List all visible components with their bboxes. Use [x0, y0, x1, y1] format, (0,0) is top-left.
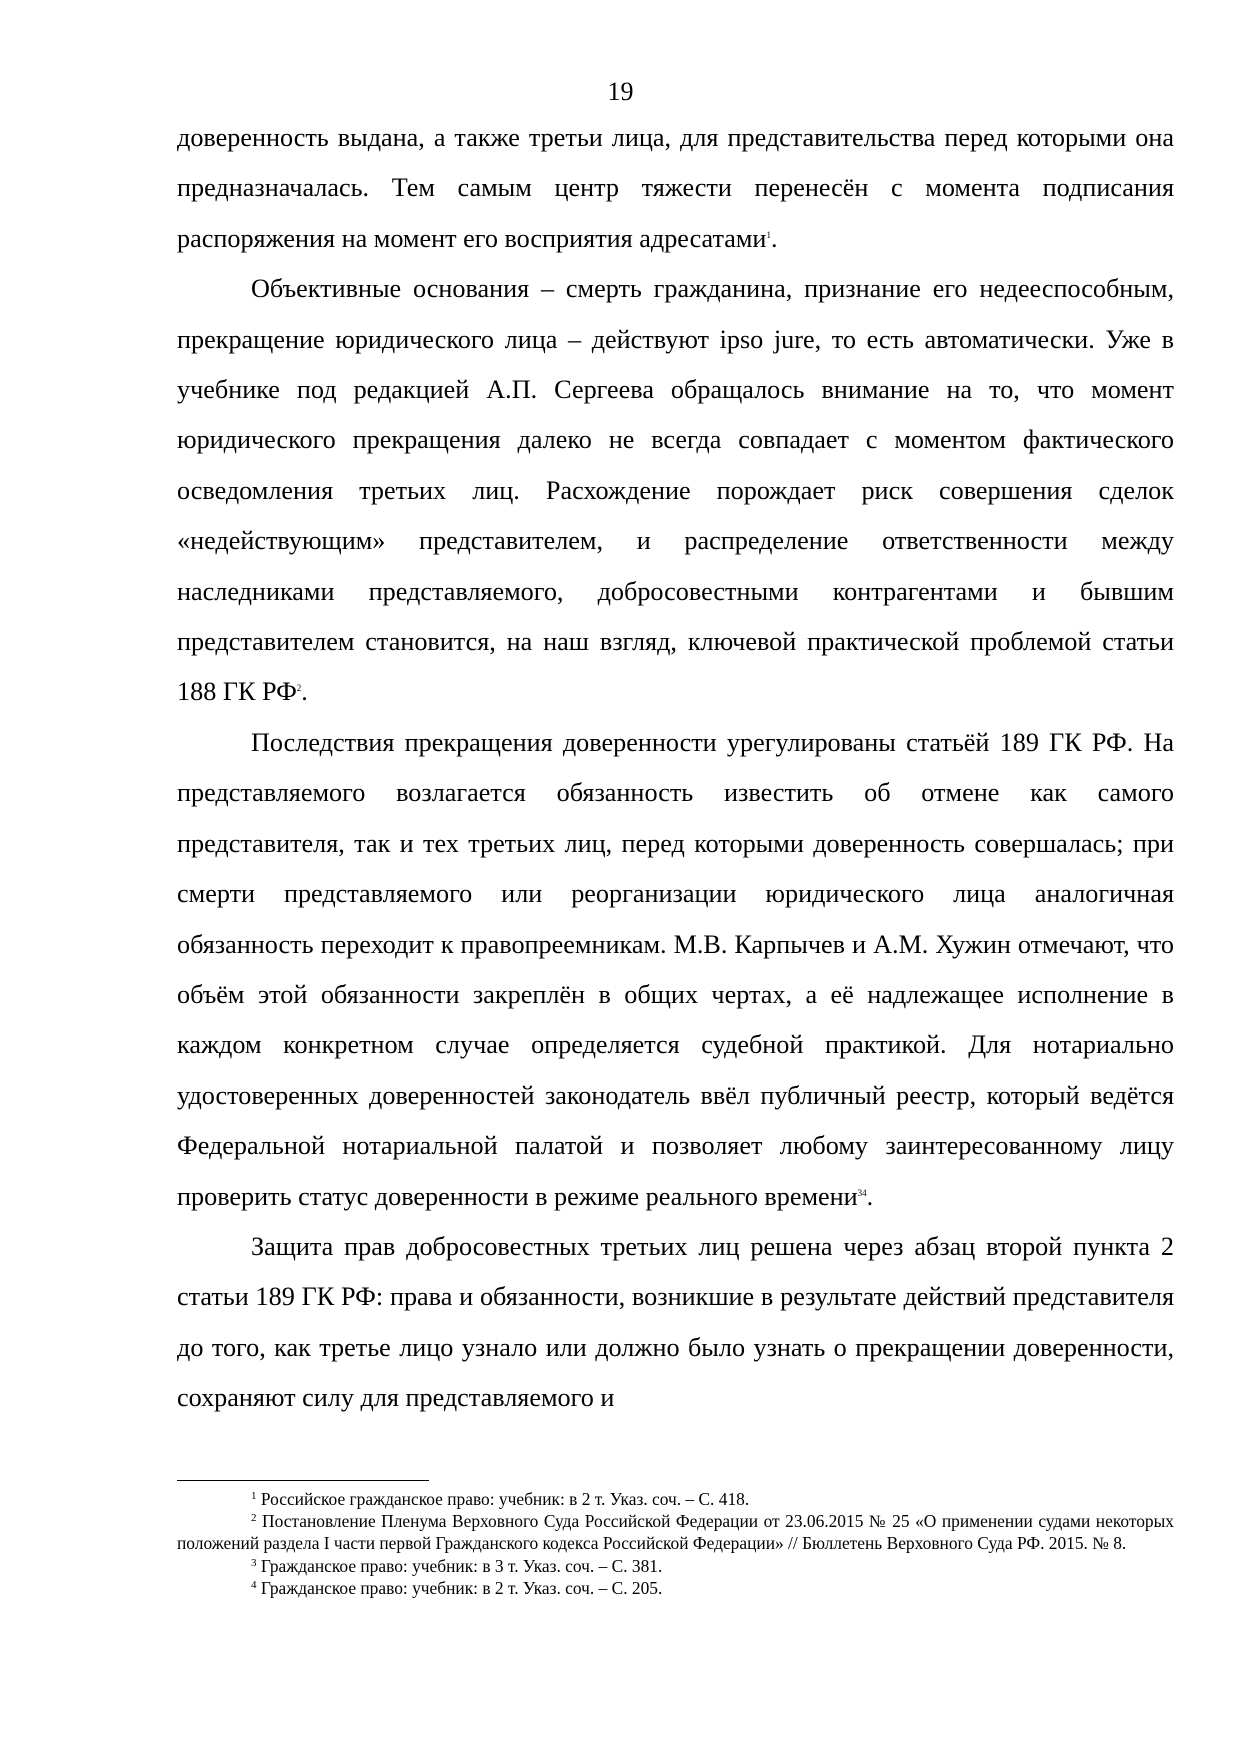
footnote-ref: 1: [766, 229, 771, 240]
paragraph-text: Объективные основания – смерть гражданина, признание его недееспособным, прекращение юридического лица – действуют ipso jure, то есть автоматически. Уже в учебнике под редакцией А.П. Сергеева обращалось внимание на то, что момент юридического прекращения далеко не всегда совпадает с моментом фактического осведомления третьих лиц. Расхождение порождает риск совершения сделок «недействующим» представителем, и распределение ответственности между наследниками представляемого, добросовестными контрагентами и бывшим представителем становится, на наш взгляд, ключевой практической проблемой статьи 188 ГК РФ: [177, 274, 1174, 707]
footnote-text: Постановление Пленума Верховного Суда Российской Федерации от 23.06.2015 № 25 «О применении судами некоторых положений раздела I части первой Гражданского кодекса Российской Федерации» // Бюллетень Верховного Суда РФ. 2015. № 8.: [177, 1511, 1174, 1554]
page-number: 19: [607, 77, 634, 106]
footnotes: [177, 1488, 1174, 1599]
footnote-separator: [177, 1480, 429, 1481]
footnote: [177, 1577, 1174, 1599]
paragraph-tail: .: [301, 677, 308, 707]
footnote-text: Гражданское право: учебник: в 3 т. Указ. соч. – С. 381.: [260, 1555, 663, 1576]
footnote: [177, 1510, 1174, 1554]
main-text: [177, 113, 1174, 1424]
footnote-ref: 2: [296, 683, 302, 694]
paragraph-text: Последствия прекращения доверенности урегулированы статьёй 189 ГК РФ. На представляемого возлагается обязанность известить об отмене как самого представителя, так и тех третьих лиц, перед которыми доверенность совершалась; при смерти представляемого или реорганизации юридического лица аналогичная обязанность переходит к правопреемникам. М.В. Карпычев и А.М. Хужин отмечают, что объём этой обязанности закреплён в общих чертах, а её надлежащее исполнение в каждом конкретном случае определяется судебной практикой. Для нотариально удостоверенных доверенностей законодатель ввёл публичный реестр, который ведётся Федеральной нотариальной палатой и позволяет любому заинтересованному лицу проверить статус доверенности в режиме реального времени: [177, 727, 1174, 1211]
footnote-text: Гражданское право: учебник: в 2 т. Указ. соч. – С. 205.: [260, 1577, 663, 1598]
footnote-number: 1: [251, 1490, 257, 1502]
paragraph-tail: .: [866, 1181, 874, 1211]
paragraph: [177, 113, 1174, 264]
paragraph: [177, 264, 1174, 718]
footnote-number: 2: [251, 1512, 257, 1525]
paragraph-tail: .: [770, 223, 778, 253]
paragraph: [177, 1222, 1174, 1424]
paragraph: [177, 718, 1174, 1222]
footnote: [177, 1555, 1174, 1577]
paragraph-text: доверенность выдана, а также третьи лица, для представительства перед которыми она предназначалась. Тем самым центр тяжести перенесён с момента подписания распоряжения на момент его восприятия адресатами: [177, 123, 1174, 253]
footnote-number: 3: [251, 1556, 257, 1569]
footnote: [177, 1488, 1174, 1510]
footnote-ref: 34: [857, 1187, 867, 1198]
footnote-text: Российское гражданское право: учебник: в 2 т. Указ. соч. – С. 418.: [260, 1489, 750, 1509]
footnote-number: 4: [251, 1578, 257, 1591]
paragraph-text: Защита прав добросовестных третьих лиц решена через абзац второй пункта 2 статьи 189 ГК РФ: права и обязанности, возникшие в результате действий представителя до того, как третье лицо узнало или должно было узнать о прекращении доверенности, сохраняют силу для представляемого и: [177, 1231, 1174, 1413]
